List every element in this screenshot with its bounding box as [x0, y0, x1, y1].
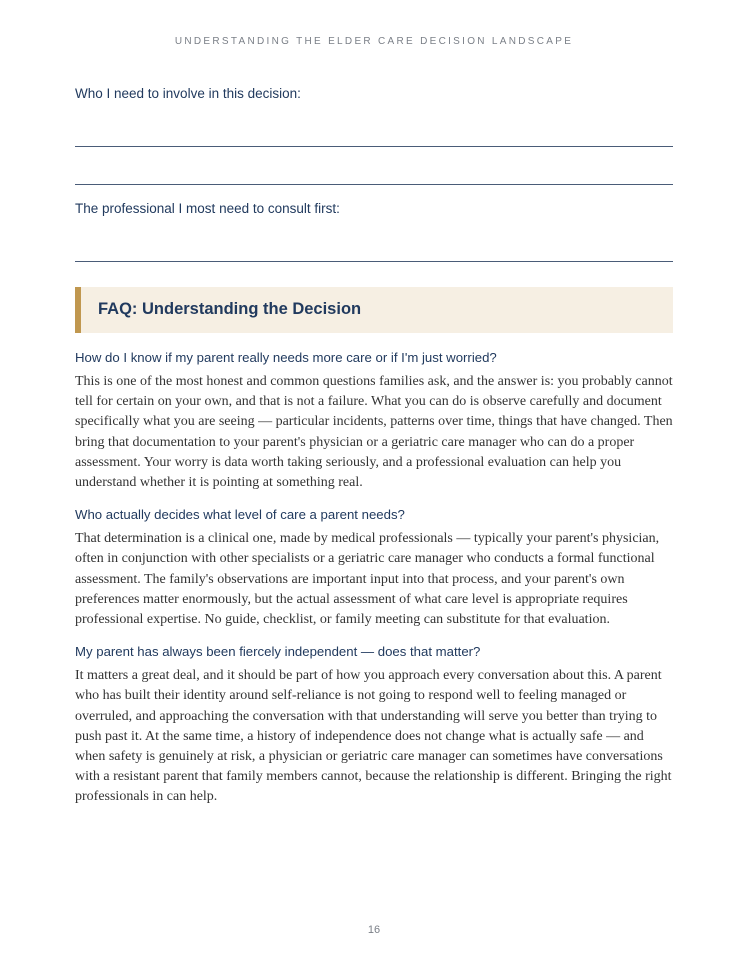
faq-answer: It matters a great deal, and it should be part of how you approach every conversation about this. A parent who has built their identity around self-reliance is not going to respond well to feeling managed or overruled, and approaching the conversation with that understanding will serve you better than trying to push past it. At the same time, a history of independence does not change what is actually safe — and when safety is genuinely at risk, a physician or geriatric care manager can sometimes have conversations with a resistant parent that family members cannot, because the relationship is different. Bringing the right professionals in can help.	[75, 668, 672, 805]
faq-title: FAQ: Understanding the Decision	[98, 300, 362, 318]
involve-prompt-label: Who I need to involve in this decision:	[75, 86, 301, 101]
faq-question: Who actually decides what level of care a parent needs?	[75, 507, 405, 523]
faq-banner	[75, 287, 673, 333]
running-header: UNDERSTANDING THE ELDER CARE DECISION LANDSCAPE	[174, 36, 574, 47]
faq-question: How do I know if my parent really needs more care or if I'm just worried?	[75, 350, 497, 365]
faq-list	[75, 349, 673, 821]
write-line-consult[interactable]	[75, 261, 673, 262]
worksheet-section	[75, 85, 673, 262]
faq-question: My parent has always been fiercely independent — does that matter?	[75, 644, 481, 660]
write-line-involve-2[interactable]	[75, 184, 673, 185]
faq-item	[75, 349, 673, 493]
page-number: 16	[367, 924, 381, 936]
write-line-involve-1[interactable]	[75, 146, 673, 147]
faq-item	[75, 643, 673, 807]
faq-item	[75, 506, 673, 630]
consult-prompt-label: The professional I most need to consult first:	[75, 201, 340, 216]
faq-answer: This is one of the most honest and common questions families ask, and the answer is: you probably cannot tell for certain on your own, and that is not a failure. What you can do is observe carefully and document specifically what you are seeing — particular incidents, patterns over time, things that have changed. Then bring that documentation to your parent's physician or a geriatric care manager who can do a proper assessment. Your worry is data worth taking seriously, and a professional evaluation can help you understand whether it is pointing at something real.	[75, 374, 673, 491]
faq-answer: That determination is a clinical one, made by medical professionals — typically your parent's physician, often in conjunction with other specialists or a geriatric care manager who conducts a formal functional assessment. The family's observations are important input into that process, and your parent's own preferences matter enormously, but the actual assessment of what care level is appropriate requires professional expertise. No guide, checklist, or family meeting can substitute for that evaluation.	[75, 531, 660, 628]
